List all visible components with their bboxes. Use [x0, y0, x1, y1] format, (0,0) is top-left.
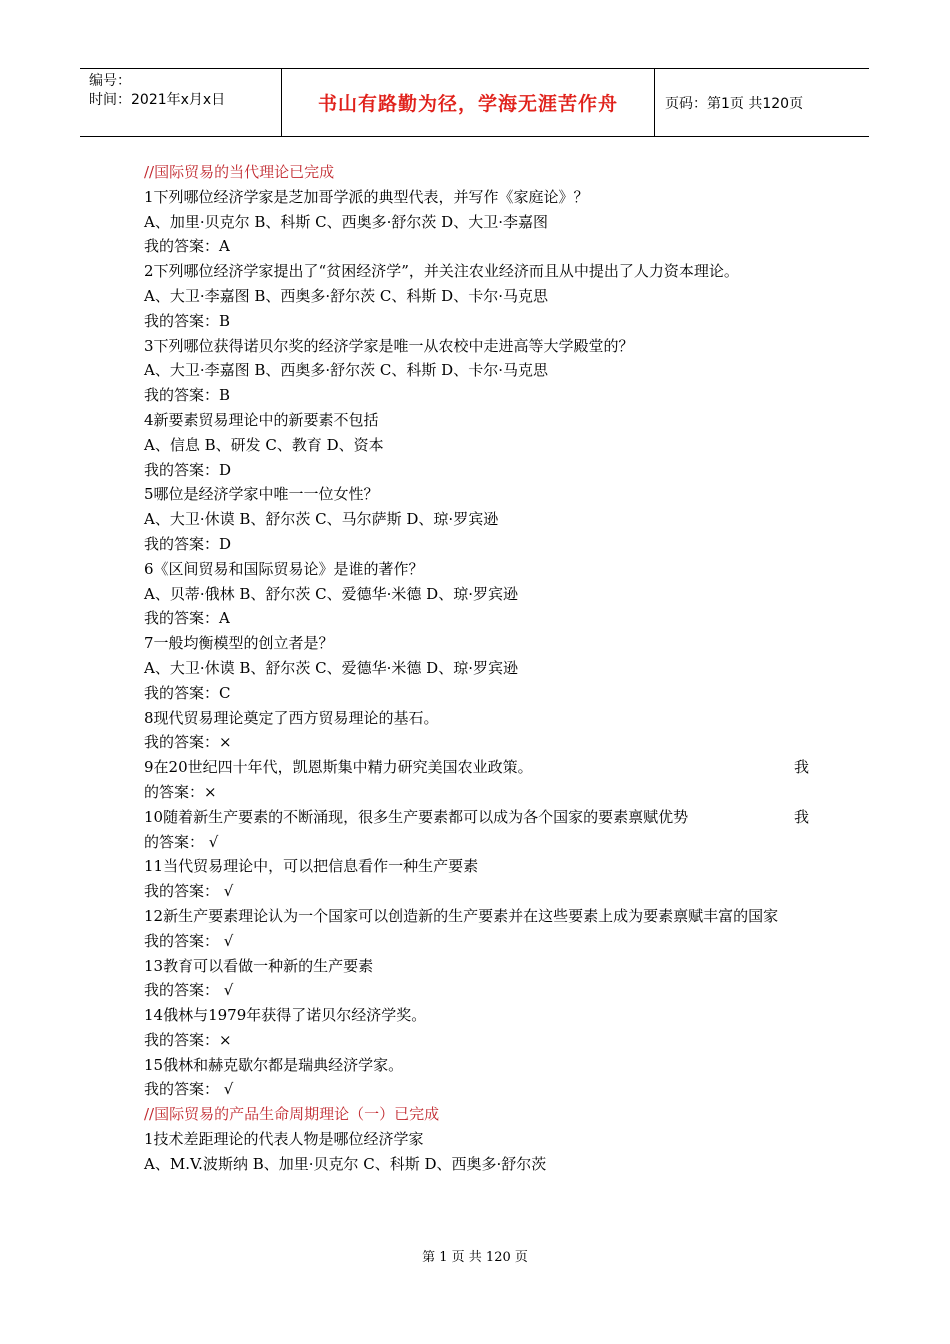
text-line: 我的答案：D	[144, 460, 232, 479]
text-line: 1技术差距理论的代表人物是哪位经济学家	[144, 1130, 424, 1149]
line-tail: 我	[793, 758, 809, 777]
text-line	[144, 805, 809, 830]
text-line: A、加里·贝克尔 B、科斯 C、西奥多·舒尔茨 D、大卫·李嘉图	[144, 212, 548, 231]
section-heading: //国际贸易的产品生命周期理论（一）已完成	[144, 1105, 440, 1124]
section-heading: //国际贸易的当代理论已完成	[144, 163, 335, 181]
text-line: A、大卫·李嘉图 B、西奥多·舒尔茨 C、科斯 D、卡尔·马克思	[144, 361, 548, 380]
header-meta	[80, 69, 282, 136]
line-text: 9在20世纪四十年代，凯恩斯集中精力研究美国农业政策。	[144, 758, 533, 777]
text-line: A、贝蒂·俄林 B、舒尔茨 C、爱德华·米德 D、琼·罗宾逊	[144, 584, 518, 603]
text-line: 8现代贸易理论奠定了西方贸易理论的基石。	[144, 708, 439, 727]
text-line: 我的答案： √	[144, 882, 234, 901]
text-line: 我的答案：B	[144, 311, 231, 330]
text-line: A、大卫·休谟 B、舒尔茨 C、爱德华·米德 D、琼·罗宾逊	[144, 658, 518, 677]
header-motto: 书山有路勤为径，学海无涯苦作舟	[282, 69, 655, 136]
text-line: 14俄林与1979年获得了诺贝尔经济学奖。	[144, 1006, 427, 1025]
text-line: A、信息 B、研发 C、教育 D、资本	[144, 435, 384, 454]
page-header	[80, 68, 869, 137]
text-line: 的答案：×	[144, 782, 217, 801]
header-page-info: 页码：第1页 共120页	[665, 95, 804, 112]
text-line: 我的答案：B	[144, 386, 231, 405]
header-number-label: 编号：	[89, 73, 131, 89]
text-line: 我的答案：D	[144, 534, 232, 553]
text-line: 12新生产要素理论认为一个国家可以创造新的生产要素并在这些要素上成为要素禀赋丰富的国家	[144, 906, 779, 925]
text-line: 我的答案：A	[144, 609, 230, 628]
text-line: 我的答案：A	[144, 237, 230, 256]
text-line: 4新要素贸易理论中的新要素不包括	[144, 410, 379, 429]
text-line: 15俄林和赫克歇尔都是瑞典经济学家。	[144, 1055, 404, 1074]
text-line: 我的答案： √	[144, 981, 234, 1000]
page-footer: 第 1 页 共 120 页	[422, 1250, 528, 1265]
text-line: 我的答案：C	[144, 683, 231, 702]
text-line: A、大卫·李嘉图 B、西奥多·舒尔茨 C、科斯 D、卡尔·马克思	[144, 286, 548, 305]
text-line: 的答案： √	[144, 832, 219, 851]
document-body	[144, 160, 809, 1177]
text-line: 我的答案：×	[144, 1030, 232, 1049]
text-line: 3下列哪位获得诺贝尔奖的经济学家是唯一从农校中走进高等大学殿堂的？	[144, 336, 634, 355]
line-tail: 我	[793, 807, 809, 826]
text-line: 11当代贸易理论中，可以把信息看作一种生产要素	[144, 857, 479, 876]
text-line: 7一般均衡模型的创立者是？	[144, 634, 334, 653]
text-line: 13教育可以看做一种新的生产要素	[144, 956, 374, 975]
text-line: 1下列哪位经济学家是芝加哥学派的典型代表，并写作《家庭论》？	[144, 187, 589, 206]
text-line: 6《区间贸易和国际贸易论》是谁的著作？	[144, 559, 424, 578]
text-line: 我的答案： √	[144, 931, 234, 950]
text-line: 2下列哪位经济学家提出了“贫困经济学”，并关注农业经济而且从中提出了人力资本理论。	[144, 262, 739, 281]
text-line: 5哪位是经济学家中唯一一位女性？	[144, 485, 379, 504]
text-line: A、M.V.波斯纳 B、加里·贝克尔 C、科斯 D、西奥多·舒尔茨	[144, 1154, 547, 1173]
header-time-label: 时间：2021年x月x日	[89, 92, 226, 108]
text-line	[144, 755, 809, 780]
text-line: 我的答案：×	[144, 733, 232, 752]
text-line: 我的答案： √	[144, 1080, 234, 1099]
line-text: 10随着新生产要素的不断涌现，很多生产要素都可以成为各个国家的要素禀赋优势	[144, 807, 689, 826]
text-line: A、大卫·休谟 B、舒尔茨 C、马尔萨斯 D、琼·罗宾逊	[144, 510, 499, 529]
